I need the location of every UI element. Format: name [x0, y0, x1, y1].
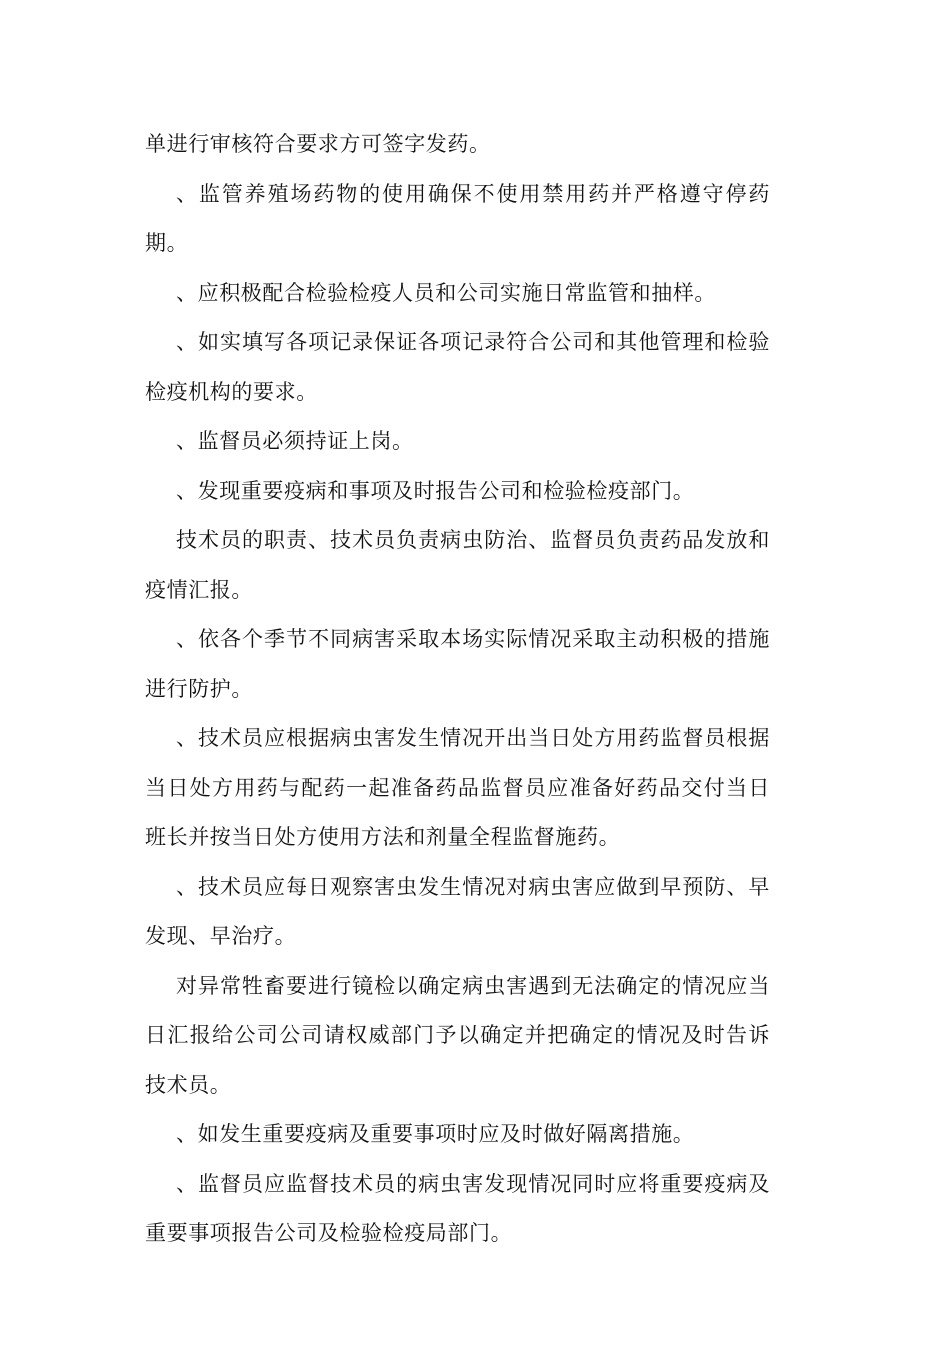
paragraph-13: 、监督员应监督技术员的病虫害发现情况同时应将重要疫病及重要事项报告公司及检验检疫局部门。 [145, 1171, 770, 1245]
document-body [145, 120, 770, 1259]
paragraph-2: 、监管养殖场药物的使用确保不使用禁用药并严格遵守停药期。 [145, 181, 770, 255]
paragraph-9: 、技术员应根据病虫害发生情况开出当日处方用药监督员根据当日处方用药与配药一起准备药品监督员应准备好药品交付当日班长并按当日处方使用方法和剂量全程监督施药。 [145, 726, 770, 849]
paragraph-1: 单进行审核符合要求方可签字发药。 [145, 132, 491, 156]
paragraph-3: 、应积极配合检验检疫人员和公司实施日常监管和抽样。 [176, 280, 716, 305]
paragraph-10: 、技术员应每日观察害虫发生情况对病虫害应做到早预防、早发现、早治疗。 [145, 874, 770, 948]
paragraph-7: 技术员的职责、技术员负责病虫防治、监督员负责药品发放和疫情汇报。 [145, 528, 770, 602]
paragraph-8: 、依各个季节不同病害采取本场实际情况采取主动积极的措施进行防护。 [145, 627, 770, 701]
paragraph-5: 、监督员必须持证上岗。 [176, 429, 414, 453]
paragraph-4: 、如实填写各项记录保证各项记录符合公司和其他管理和检验检疫机构的要求。 [145, 330, 770, 404]
paragraph-6: 、发现重要疫病和事项及时报告公司和检验检疫部门。 [176, 478, 695, 503]
paragraph-12: 、如发生重要疫病及重要事项时应及时做好隔离措施。 [176, 1122, 695, 1146]
paragraph-11: 对异常牲畜要进行镜检以确定病虫害遇到无法确定的情况应当日汇报给公司公司请权威部门予以确定并把确定的情况及时告诉技术员。 [145, 973, 770, 1097]
